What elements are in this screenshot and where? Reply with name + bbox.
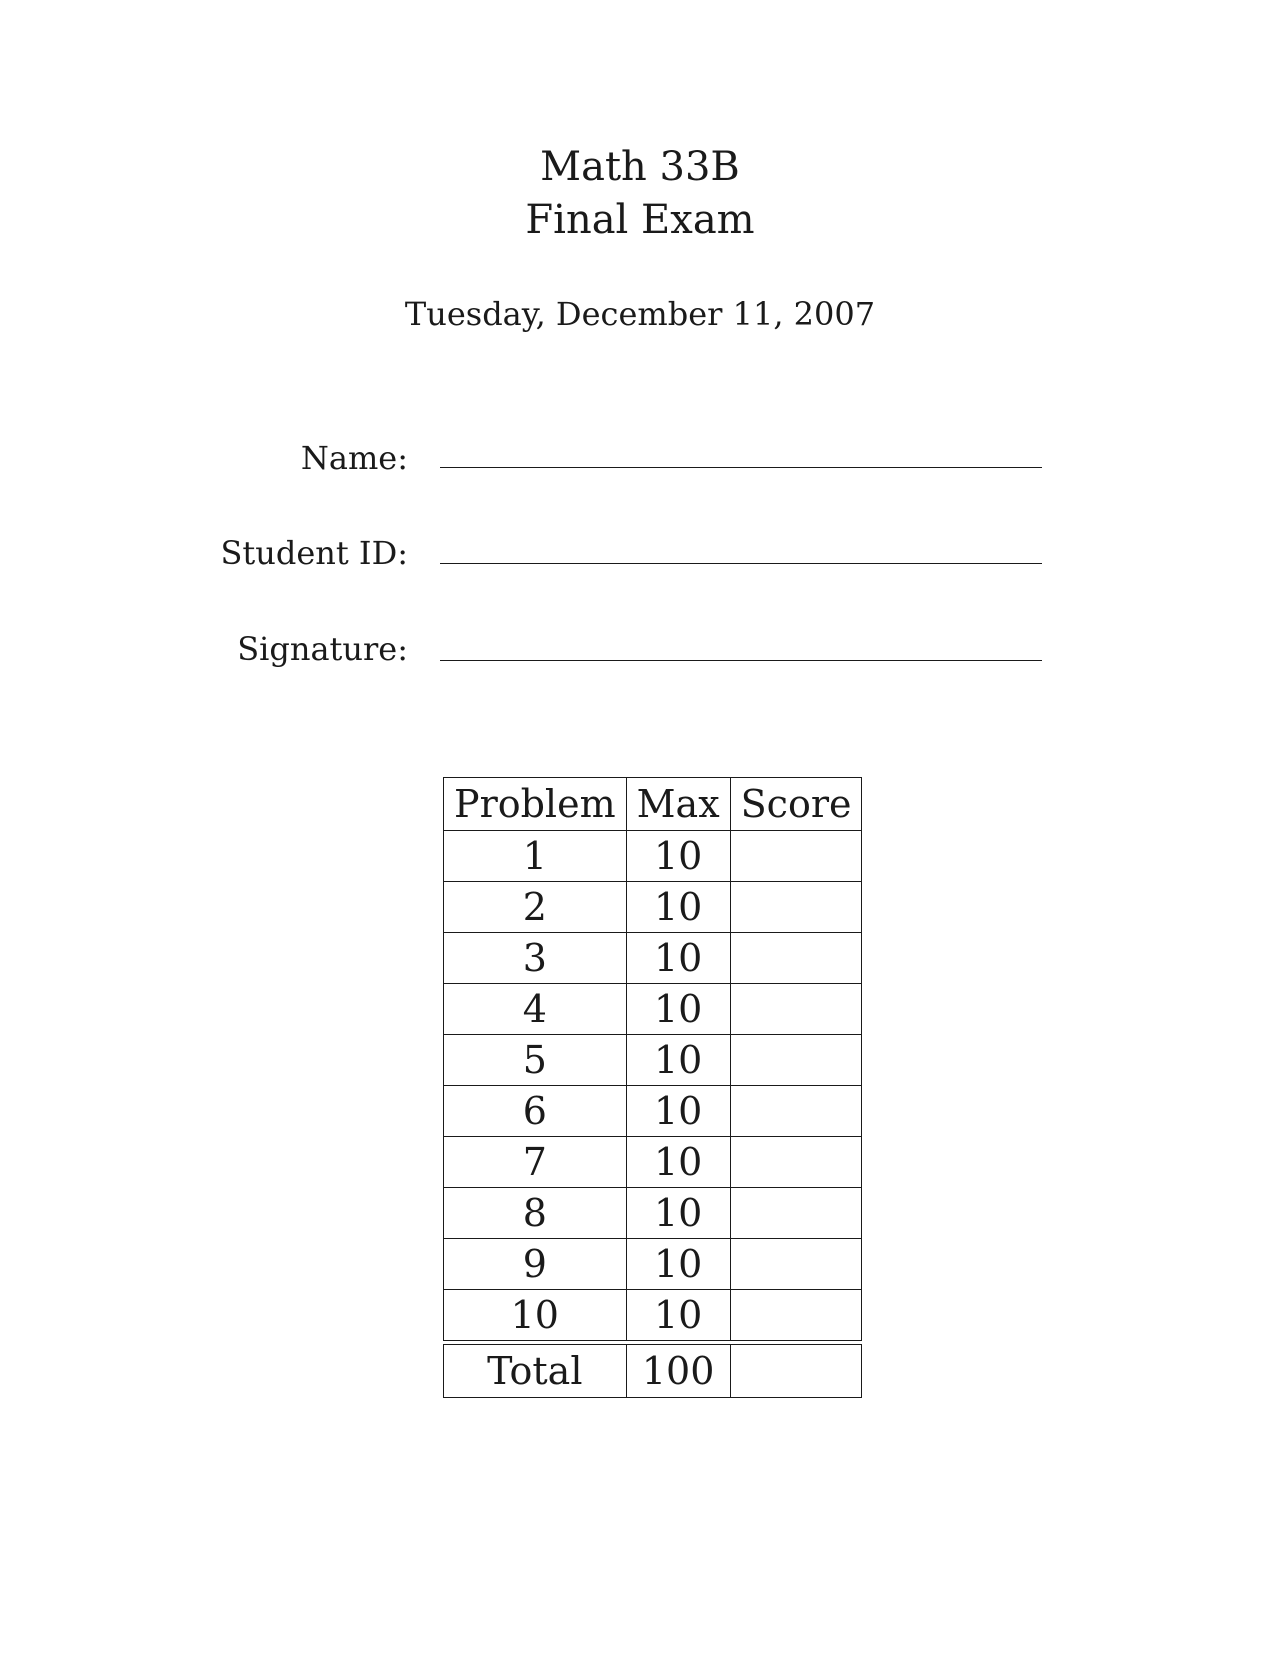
table-row bbox=[444, 882, 862, 933]
problem-max: 10 bbox=[626, 882, 730, 933]
problem-score[interactable] bbox=[730, 882, 862, 933]
problem-score[interactable] bbox=[730, 1239, 862, 1290]
problem-number: 4 bbox=[444, 984, 627, 1035]
problem-max: 10 bbox=[626, 1188, 730, 1239]
problem-number: 5 bbox=[444, 1035, 627, 1086]
problem-score[interactable] bbox=[730, 1188, 862, 1239]
table-row bbox=[444, 831, 862, 882]
score-table-header-row bbox=[444, 778, 862, 831]
table-row bbox=[444, 1137, 862, 1188]
name-label: Name: bbox=[300, 439, 408, 477]
problem-score[interactable] bbox=[730, 1137, 862, 1188]
problem-max: 10 bbox=[626, 1290, 730, 1341]
problem-score[interactable] bbox=[730, 1290, 862, 1341]
total-score[interactable] bbox=[730, 1345, 862, 1398]
score-table bbox=[443, 777, 862, 1398]
header-problem: Problem bbox=[444, 778, 627, 831]
course-title: Math 33B bbox=[540, 144, 740, 190]
problem-score[interactable] bbox=[730, 1086, 862, 1137]
table-row bbox=[444, 1086, 862, 1137]
header-max: Max bbox=[626, 778, 730, 831]
total-label: Total bbox=[444, 1345, 627, 1398]
problem-number: 2 bbox=[444, 882, 627, 933]
table-row bbox=[444, 1290, 862, 1341]
problem-score[interactable] bbox=[730, 1035, 862, 1086]
problem-max: 10 bbox=[626, 1086, 730, 1137]
signature-label: Signature: bbox=[237, 630, 408, 668]
problem-max: 10 bbox=[626, 1035, 730, 1086]
table-row bbox=[444, 1239, 862, 1290]
problem-score[interactable] bbox=[730, 933, 862, 984]
table-row bbox=[444, 1035, 862, 1086]
student-id-label: Student ID: bbox=[220, 534, 408, 572]
problem-number: 7 bbox=[444, 1137, 627, 1188]
problem-max: 10 bbox=[626, 933, 730, 984]
problem-number: 10 bbox=[444, 1290, 627, 1341]
student-id-field[interactable] bbox=[440, 563, 1042, 564]
problem-max: 10 bbox=[626, 1239, 730, 1290]
total-row bbox=[444, 1345, 862, 1398]
signature-field[interactable] bbox=[440, 660, 1042, 661]
name-field[interactable] bbox=[440, 467, 1042, 468]
problem-score[interactable] bbox=[730, 831, 862, 882]
problem-score[interactable] bbox=[730, 984, 862, 1035]
table-row bbox=[444, 984, 862, 1035]
exam-title: Final Exam bbox=[525, 197, 755, 243]
problem-max: 10 bbox=[626, 831, 730, 882]
header-score: Score bbox=[730, 778, 862, 831]
problem-number: 1 bbox=[444, 831, 627, 882]
problem-number: 9 bbox=[444, 1239, 627, 1290]
table-row bbox=[444, 1188, 862, 1239]
problem-number: 8 bbox=[444, 1188, 627, 1239]
problem-max: 10 bbox=[626, 1137, 730, 1188]
problem-max: 10 bbox=[626, 984, 730, 1035]
table-row bbox=[444, 933, 862, 984]
total-max: 100 bbox=[626, 1345, 730, 1398]
problem-number: 3 bbox=[444, 933, 627, 984]
problem-number: 6 bbox=[444, 1086, 627, 1137]
exam-date: Tuesday, December 11, 2007 bbox=[404, 295, 876, 333]
